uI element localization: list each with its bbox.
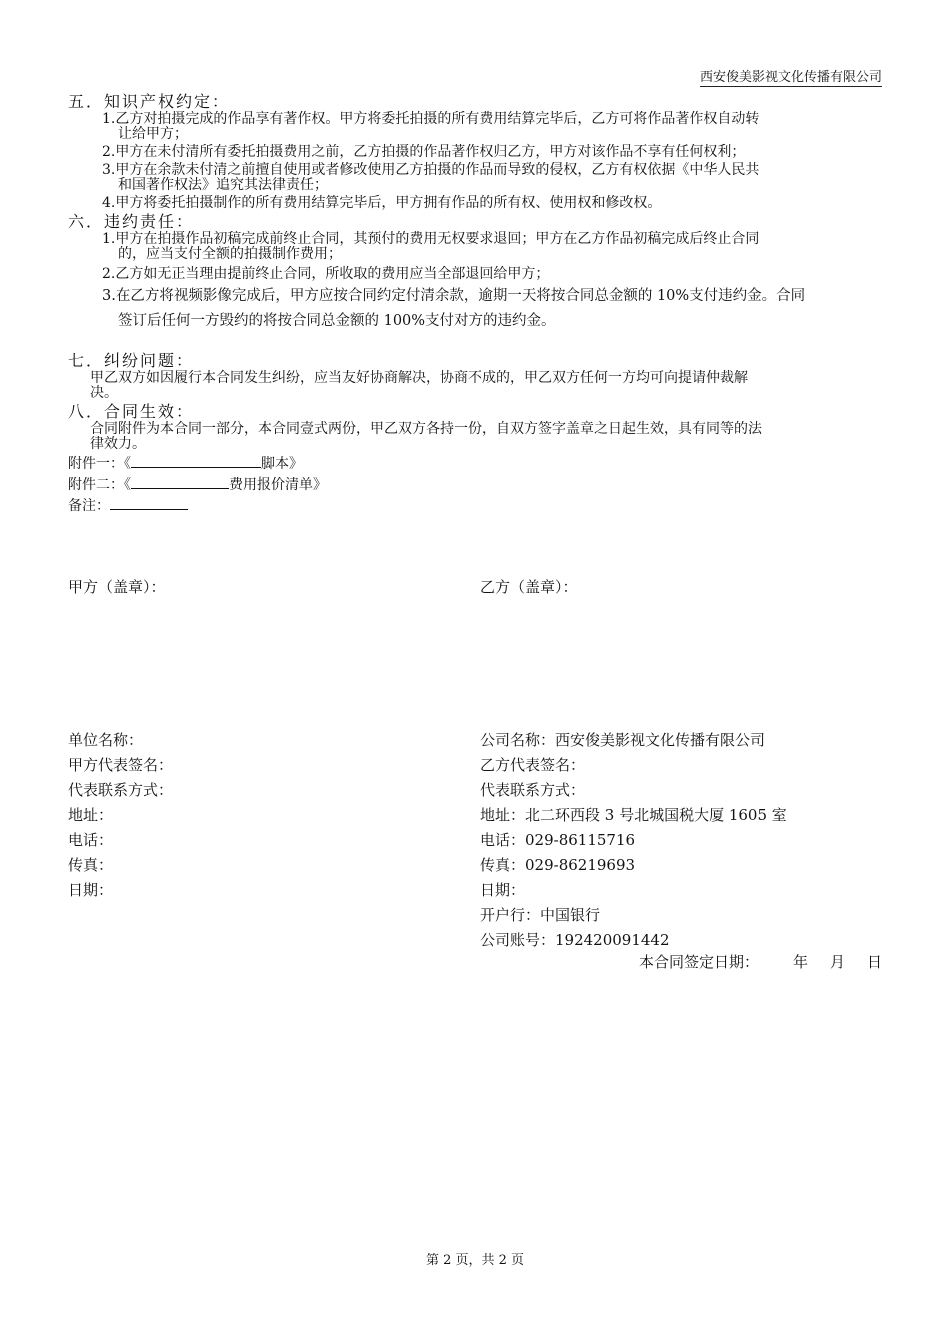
party-a-phone: 电话： (68, 831, 114, 849)
s8-paragraph (68, 422, 882, 452)
attachment-1-blank (131, 454, 261, 468)
s5-item-3 (68, 163, 882, 193)
party-b-address: 地址：北二环西段 3 号北城国税大厦 1605 室 (480, 806, 787, 824)
s7-line2: 决。 (90, 385, 118, 401)
contract-body (68, 92, 882, 514)
attachment-1-suffix: 脚本》 (261, 456, 303, 472)
party-b-fax: 传真：029-86219693 (480, 856, 636, 874)
party-a-info (68, 728, 173, 903)
attachment-2-blank (131, 475, 229, 489)
party-b-info (480, 728, 787, 953)
s6-item-3 (68, 289, 882, 329)
party-b-contact: 代表联系方式： (480, 781, 586, 799)
page-footer: 第 2 页，共 2 页 (425, 1253, 525, 1268)
party-a-date: 日期： (68, 881, 114, 899)
s8-line2: 律效力。 (90, 436, 146, 452)
attachment-1 (68, 454, 882, 472)
section-6-title: 六．违约责任： (68, 212, 195, 231)
s6-item-1-line1: 1.甲方在拍摄作品初稿完成前终止合同，其预付的费用无权要求退回；甲方在乙方作品初稿完成后终止合同 (102, 231, 760, 247)
party-a-fax: 传真： (68, 856, 114, 874)
remarks-label: 备注： (68, 498, 110, 514)
remarks-blank (110, 496, 188, 510)
s6-item-3-line2: 签订后任何一方毁约的将按合同总金额的 100%支付对方的违约金。 (118, 313, 556, 329)
party-a-seal: 甲方（盖章）： (68, 578, 166, 596)
party-b-account: 公司账号：192420091442 (480, 931, 670, 949)
party-b-bank: 开户行：中国银行 (480, 906, 601, 924)
s6-item-3-line1: 3.在乙方将视频影像完成后，甲方应按合同约定付清余款，逾期一天将按合同总金额的 10%支付违约金。合同 (102, 288, 806, 304)
s6-item-1 (68, 232, 882, 262)
s5-item-3-line2: 和国著作权法》追究其法律责任； (118, 177, 328, 193)
s5-item-1 (68, 112, 882, 142)
remarks (68, 496, 882, 514)
sign-date-day: 日 (866, 953, 882, 971)
s7-line1: 甲乙双方如因履行本合同发生纠纷，应当友好协商解决，协商不成的，甲乙双方任何一方均可向提请仲裁解 (90, 370, 748, 386)
s6-item-1-line2: 的，应当支付全额的拍摄制作费用； (118, 246, 342, 262)
party-a-unit: 单位名称： (68, 731, 144, 749)
sign-date-label: 本合同签定日期： (638, 953, 759, 971)
party-a-rep: 甲方代表签名： (68, 756, 174, 774)
attachment-1-prefix: 附件一：《 (68, 456, 131, 472)
attachment-2-suffix: 费用报价清单》 (229, 477, 327, 493)
party-b-company: 公司名称：西安俊美影视文化传播有限公司 (480, 731, 766, 749)
s6-item-2: 2.乙方如无正当理由提前终止合同，所收取的费用应当全部退回给甲方； (102, 266, 550, 282)
sign-date-month: 月 (829, 953, 845, 971)
header-company: 西安俊美影视文化传播有限公司 (700, 66, 882, 87)
s5-item-3-line1: 3.甲方在余款未付清之前擅自使用或者修改使用乙方拍摄的作品而导致的侵权，乙方有权依据《中华人民共 (102, 162, 760, 178)
s7-paragraph (68, 371, 882, 401)
s5-item-1-line2: 让给甲方； (118, 126, 188, 142)
s5-item-4: 4.甲方将委托拍摄制作的所有费用结算完毕后，甲方拥有作品的所有权、使用权和修改权。 (102, 195, 662, 211)
party-b-seal: 乙方（盖章）： (480, 578, 578, 596)
party-b-rep: 乙方代表签名： (480, 756, 586, 774)
s5-item-1-line1: 1.乙方对拍摄完成的作品享有著作权。甲方将委托拍摄的所有费用结算完毕后，乙方可将作品著作权自动转 (102, 111, 760, 127)
party-a-contact: 代表联系方式： (68, 781, 174, 799)
sign-date-year: 年 (792, 953, 808, 971)
contract-sign-date (639, 951, 882, 972)
attachment-2-prefix: 附件二：《 (68, 477, 131, 493)
attachment-2 (68, 475, 882, 493)
section-7-title: 七．纠纷问题： (68, 351, 195, 370)
s5-item-2: 2.甲方在未付清所有委托拍摄费用之前，乙方拍摄的作品著作权归乙方，甲方对该作品不享有任何权利； (102, 144, 746, 160)
party-b-phone: 电话：029-86115716 (480, 831, 636, 849)
section-5-title: 五．知识产权约定： (68, 92, 231, 111)
party-b-date: 日期： (480, 881, 526, 899)
s8-line1: 合同附件为本合同一部分，本合同壹式两份，甲乙双方各持一份，自双方签字盖章之日起生效，具有同等的法 (90, 421, 762, 437)
section-8-title: 八．合同生效： (68, 402, 195, 421)
party-a-address: 地址： (68, 806, 114, 824)
